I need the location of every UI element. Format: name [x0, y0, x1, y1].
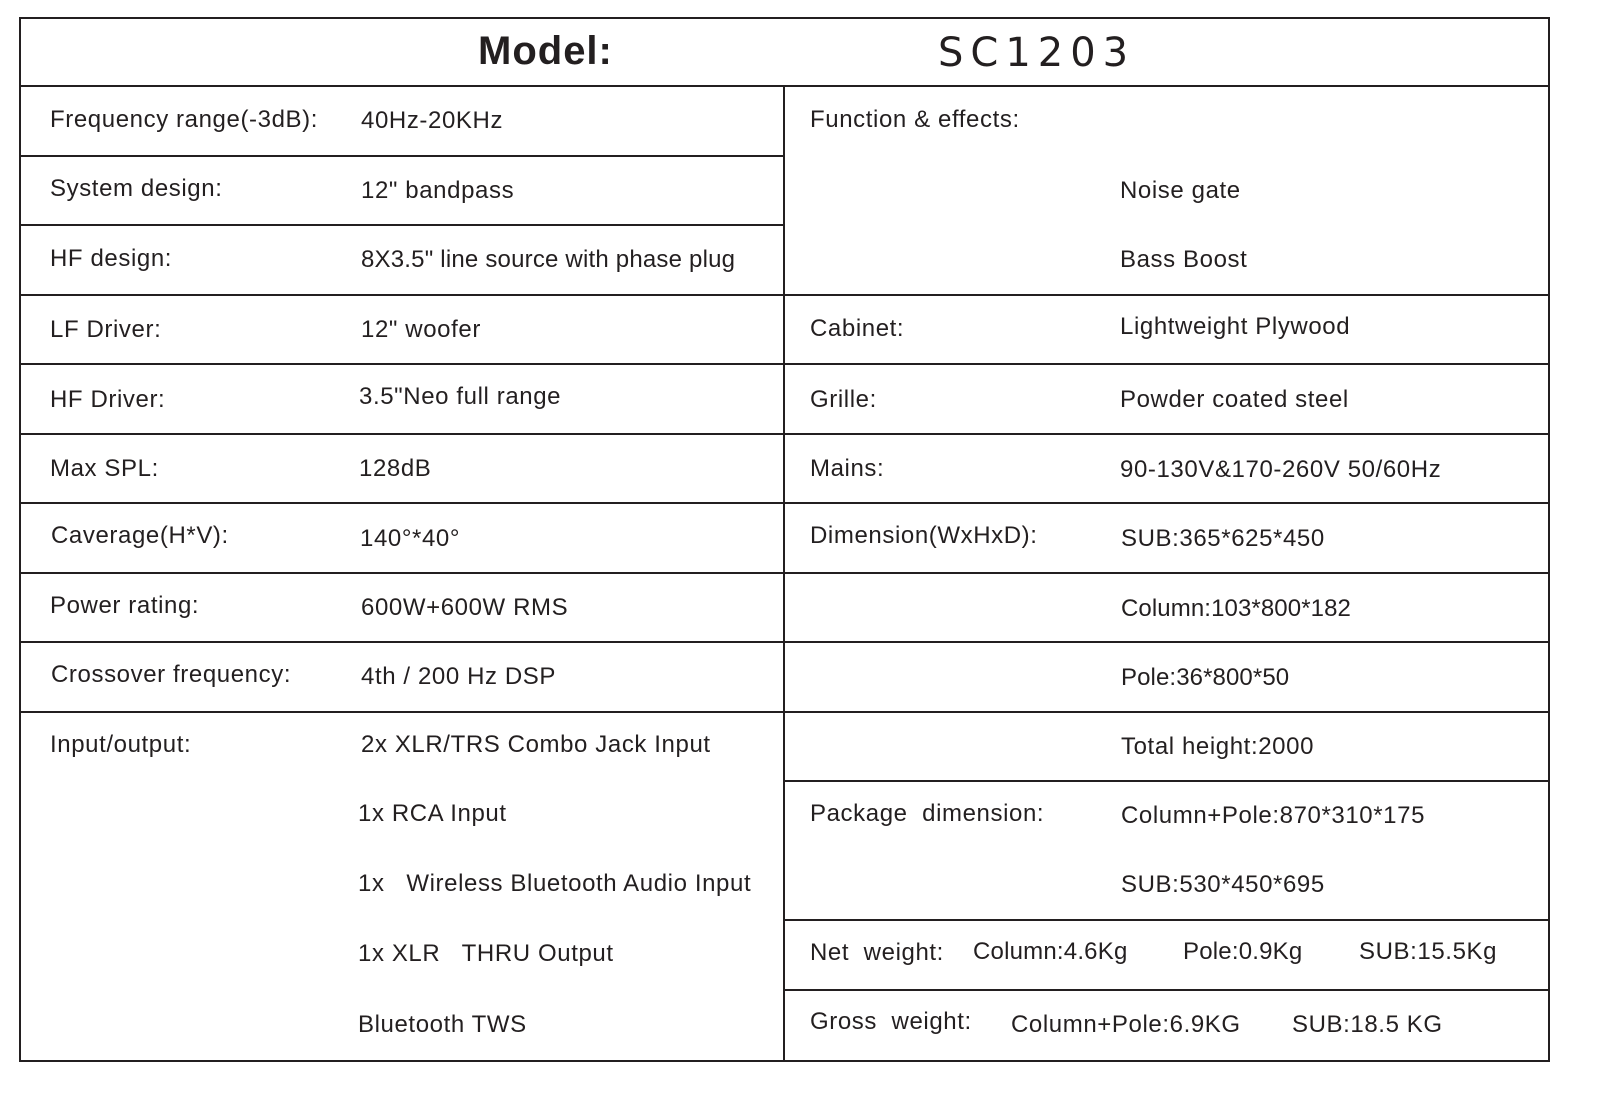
row-divider	[19, 294, 1550, 296]
row-divider	[19, 433, 1550, 435]
power-rating-label: Power rating:	[50, 592, 200, 619]
dimension-value: Total height:2000	[1121, 733, 1315, 760]
row-divider	[19, 363, 1550, 365]
lf-driver-label: LF Driver:	[50, 316, 162, 343]
function-effects-value: Bass Boost	[1120, 246, 1248, 273]
input-output-value: 1x RCA Input	[358, 800, 507, 827]
row-divider	[784, 780, 1550, 782]
cabinet-value: Lightweight Plywood	[1120, 313, 1351, 340]
crossover-value: 4th / 200 Hz DSP	[361, 663, 557, 690]
row-divider	[19, 502, 1550, 504]
input-output-label: Input/output:	[50, 731, 192, 758]
frequency-range-label: Frequency range(-3dB):	[50, 106, 318, 133]
row-divider	[784, 919, 1550, 921]
system-design-value: 12" bandpass	[361, 177, 515, 204]
system-design-label: System design:	[50, 175, 223, 202]
mains-value: 90-130V&170-260V 50/60Hz	[1120, 456, 1442, 483]
package-dimension-value: SUB:530*450*695	[1121, 871, 1325, 898]
row-divider	[19, 641, 1550, 643]
input-output-value: 2x XLR/TRS Combo Jack Input	[361, 731, 711, 758]
row-divider	[784, 989, 1550, 991]
dimension-value: Pole:36*800*50	[1121, 664, 1290, 691]
max-spl-value: 128dB	[359, 455, 432, 482]
max-spl-label: Max SPL:	[50, 455, 159, 482]
function-effects-value: Noise gate	[1120, 177, 1241, 204]
power-rating-value: 600W+600W RMS	[361, 594, 569, 621]
hf-driver-value: 3.5"Neo full range	[359, 383, 562, 410]
net-weight-column: Column:4.6Kg	[973, 938, 1128, 965]
coverage-label: Caverage(H*V):	[51, 522, 229, 549]
coverage-value: 140°*40°	[360, 525, 461, 552]
net-weight-sub: SUB:15.5Kg	[1359, 938, 1498, 965]
gross-weight-sub: SUB:18.5 KG	[1292, 1011, 1443, 1038]
dimension-label: Dimension(WxHxD):	[810, 522, 1038, 549]
row-divider	[19, 572, 1550, 574]
package-dimension-label: Package dimension:	[810, 800, 1045, 827]
gross-weight-label: Gross weight:	[810, 1008, 972, 1035]
gross-weight-column-pole: Column+Pole:6.9KG	[1011, 1011, 1241, 1038]
input-output-value: 1x Wireless Bluetooth Audio Input	[358, 870, 752, 897]
model-label: Model:	[478, 29, 613, 73]
hf-design-label: HF design:	[50, 245, 173, 272]
grille-label: Grille:	[810, 386, 877, 413]
net-weight-label: Net weight:	[810, 939, 944, 966]
hf-design-value: 8X3.5" line source with phase plug	[361, 246, 736, 273]
crossover-label: Crossover frequency:	[51, 661, 292, 688]
input-output-value: Bluetooth TWS	[358, 1011, 527, 1038]
grille-value: Powder coated steel	[1120, 386, 1349, 413]
dimension-value: Column:103*800*182	[1121, 595, 1351, 622]
mains-label: Mains:	[810, 455, 885, 482]
column-divider	[783, 86, 785, 1062]
dimension-value: SUB:365*625*450	[1121, 525, 1325, 552]
package-dimension-value: Column+Pole:870*310*175	[1121, 802, 1426, 829]
model-code: SC1203	[938, 30, 1136, 76]
function-effects-label: Function & effects:	[810, 106, 1020, 133]
lf-driver-value: 12" woofer	[361, 316, 481, 343]
net-weight-pole: Pole:0.9Kg	[1183, 938, 1303, 965]
input-output-value: 1x XLR THRU Output	[358, 940, 614, 967]
row-divider	[19, 224, 784, 226]
frequency-range-value: 40Hz-20KHz	[361, 107, 504, 134]
hf-driver-label: HF Driver:	[50, 386, 166, 413]
row-divider	[19, 155, 784, 157]
cabinet-label: Cabinet:	[810, 315, 905, 342]
row-divider	[19, 711, 1550, 713]
